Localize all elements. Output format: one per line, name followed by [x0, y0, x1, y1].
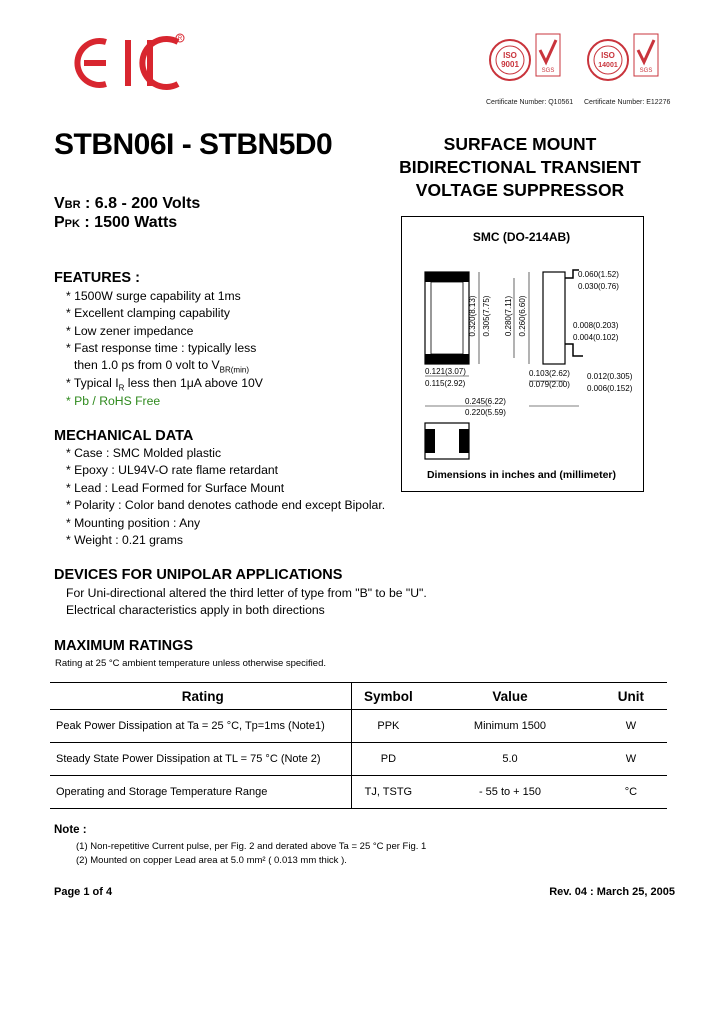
package-caption: Dimensions in inches and (millimeter) — [426, 469, 617, 481]
subscript: R — [118, 383, 125, 393]
cert-number-caption: Certificate Number: Q10561 — [486, 99, 574, 106]
mechanical-item: * Weight : 0.21 grams — [66, 533, 183, 547]
table-row — [50, 710, 667, 743]
package-dimension-drawing — [401, 216, 642, 490]
notes-heading: Note : — [54, 824, 87, 836]
spec-value: : 6.8 - 200 Volts — [80, 195, 201, 212]
spec-symbol: P — [54, 214, 65, 231]
unipolar-text: For Uni-directional altered the third letter of type from "B" to be "U". — [66, 586, 427, 600]
spec-subscript: PK — [64, 218, 80, 230]
table-row — [50, 776, 667, 809]
mechanical-item: * Epoxy : UL94V-O rate flame retardant — [66, 463, 279, 477]
ratings-condition-note: Rating at 25 °C ambient temperature unless otherwise specified. — [55, 658, 326, 669]
value-cell: 5.0 — [425, 743, 595, 776]
mechanical-item: * Mounting position : Any — [66, 516, 201, 530]
dim-label: 0.103(2.62) — [529, 369, 570, 378]
dim-label: 0.280(7.11) — [504, 295, 513, 337]
dim-label: 0.121(3.07) — [425, 367, 466, 376]
feature-text: * Typical I — [66, 376, 119, 390]
note-item: (1) Non-repetitive Current pulse, per Fig. 2 and derated above Ta = 25 °C per Fig. 1 — [76, 841, 427, 852]
dim-label: 0.004(0.102) — [573, 333, 619, 342]
dim-label: 0.079(2.00) — [529, 380, 570, 389]
spec-ppk — [54, 214, 177, 232]
dim-label: 0.012(0.305) — [587, 372, 633, 381]
svg-text:14001: 14001 — [598, 62, 618, 69]
mechanical-item: * Case : SMC Molded plastic — [66, 446, 222, 460]
revision-date: Rev. 04 : March 25, 2005 — [549, 886, 675, 898]
svg-text:SGS: SGS — [541, 68, 555, 74]
dim-label: 0.115(2.92) — [425, 379, 466, 388]
subtitle-line: BIDIRECTIONAL TRANSIENT — [399, 157, 641, 177]
value-cell: - 55 to + 150 — [425, 776, 595, 809]
mechanical-item: * Lead : Lead Formed for Surface Mount — [66, 481, 285, 495]
symbol-cell: PPK — [351, 710, 425, 743]
cert-number-caption: Certificate Number: E12276 — [584, 99, 671, 106]
spec-vbr — [54, 195, 200, 213]
feature-item — [66, 376, 263, 392]
svg-text:ISO: ISO — [503, 51, 517, 60]
page-number: Page 1 of 4 — [54, 886, 113, 898]
features-heading: FEATURES : — [54, 270, 140, 286]
dim-label: 0.030(0.76) — [578, 282, 619, 291]
iso14001-cert — [584, 30, 670, 106]
max-ratings-table — [50, 682, 667, 809]
dim-label: 0.260(6.60) — [518, 295, 527, 337]
package-title: SMC (DO-214AB) — [472, 230, 571, 244]
symbol-cell: PD — [351, 743, 425, 776]
feature-text: then 1.0 ps from 0 volt to V — [74, 358, 220, 372]
part-number-title: STBN06I - STBN5D0 — [54, 128, 333, 161]
dim-label: 0.245(6.22) — [465, 397, 506, 406]
dim-label: 0.220(5.59) — [465, 408, 506, 417]
symbol-cell: TJ, TSTG — [351, 776, 425, 809]
column-header: Symbol — [351, 683, 425, 710]
feature-item: * Low zener impedance — [66, 324, 194, 338]
eic-logo — [66, 32, 186, 94]
unipolar-text: Electrical characteristics apply in both directions — [66, 603, 325, 617]
feature-item: * Excellent clamping capability — [66, 306, 230, 320]
dim-label: 0.006(0.152) — [587, 384, 633, 393]
subtitle-line: SURFACE MOUNT — [443, 134, 597, 154]
unit-cell: W — [595, 743, 667, 776]
iso9001-badge-icon — [486, 30, 568, 94]
table-row — [50, 743, 667, 776]
max-ratings-heading: MAXIMUM RATINGS — [54, 638, 194, 654]
mechanical-heading: MECHANICAL DATA — [54, 428, 194, 444]
feature-text: less then 1μA above 10V — [124, 376, 263, 390]
unipolar-heading: DEVICES FOR UNIPOLAR APPLICATIONS — [54, 567, 343, 583]
feature-item: * Fast response time : typically less — [66, 341, 257, 355]
spec-value: : 1500 Watts — [79, 214, 178, 231]
svg-text:9001: 9001 — [501, 60, 519, 69]
rohs-item: * Pb / RoHS Free — [66, 394, 161, 408]
svg-text:SGS: SGS — [639, 68, 653, 74]
spec-subscript: BR — [64, 199, 81, 211]
rating-cell: Steady State Power Dissipation at TL = 75 °C (Note 2) — [50, 743, 351, 776]
rating-cell: Operating and Storage Temperature Range — [50, 776, 351, 809]
svg-text:ISO: ISO — [601, 51, 615, 60]
column-header: Unit — [595, 683, 667, 710]
dim-label: 0.008(0.203) — [573, 321, 619, 330]
spec-symbol: V — [54, 195, 65, 212]
dim-label: 0.060(1.52) — [578, 270, 619, 279]
column-header: Value — [425, 683, 595, 710]
svg-text:R: R — [177, 36, 183, 42]
mechanical-item: * Polarity : Color band denotes cathode end except Bipolar. — [66, 498, 386, 512]
value-cell: Minimum 1500 — [425, 710, 595, 743]
column-header: Rating — [50, 683, 351, 710]
unit-cell: °C — [595, 776, 667, 809]
note-item: (2) Mounted on copper Lead area at 5.0 mm² ( 0.013 mm thick ). — [76, 855, 347, 866]
feature-item-continued — [74, 358, 249, 374]
unit-cell: W — [595, 710, 667, 743]
dim-label: 0.305(7.75) — [482, 295, 491, 337]
iso14001-badge-icon — [584, 30, 666, 94]
feature-item: * 1500W surge capability at 1ms — [66, 289, 241, 303]
subtitle-line: VOLTAGE SUPPRESSOR — [415, 180, 625, 200]
dim-label: 0.320(8.13) — [468, 295, 477, 337]
iso9001-cert — [486, 30, 573, 106]
device-description — [395, 133, 645, 202]
table-header-row — [50, 683, 667, 710]
subscript: BR(min) — [219, 365, 249, 375]
rating-cell: Peak Power Dissipation at Ta = 25 °C, Tp=1ms (Note1) — [50, 710, 351, 743]
